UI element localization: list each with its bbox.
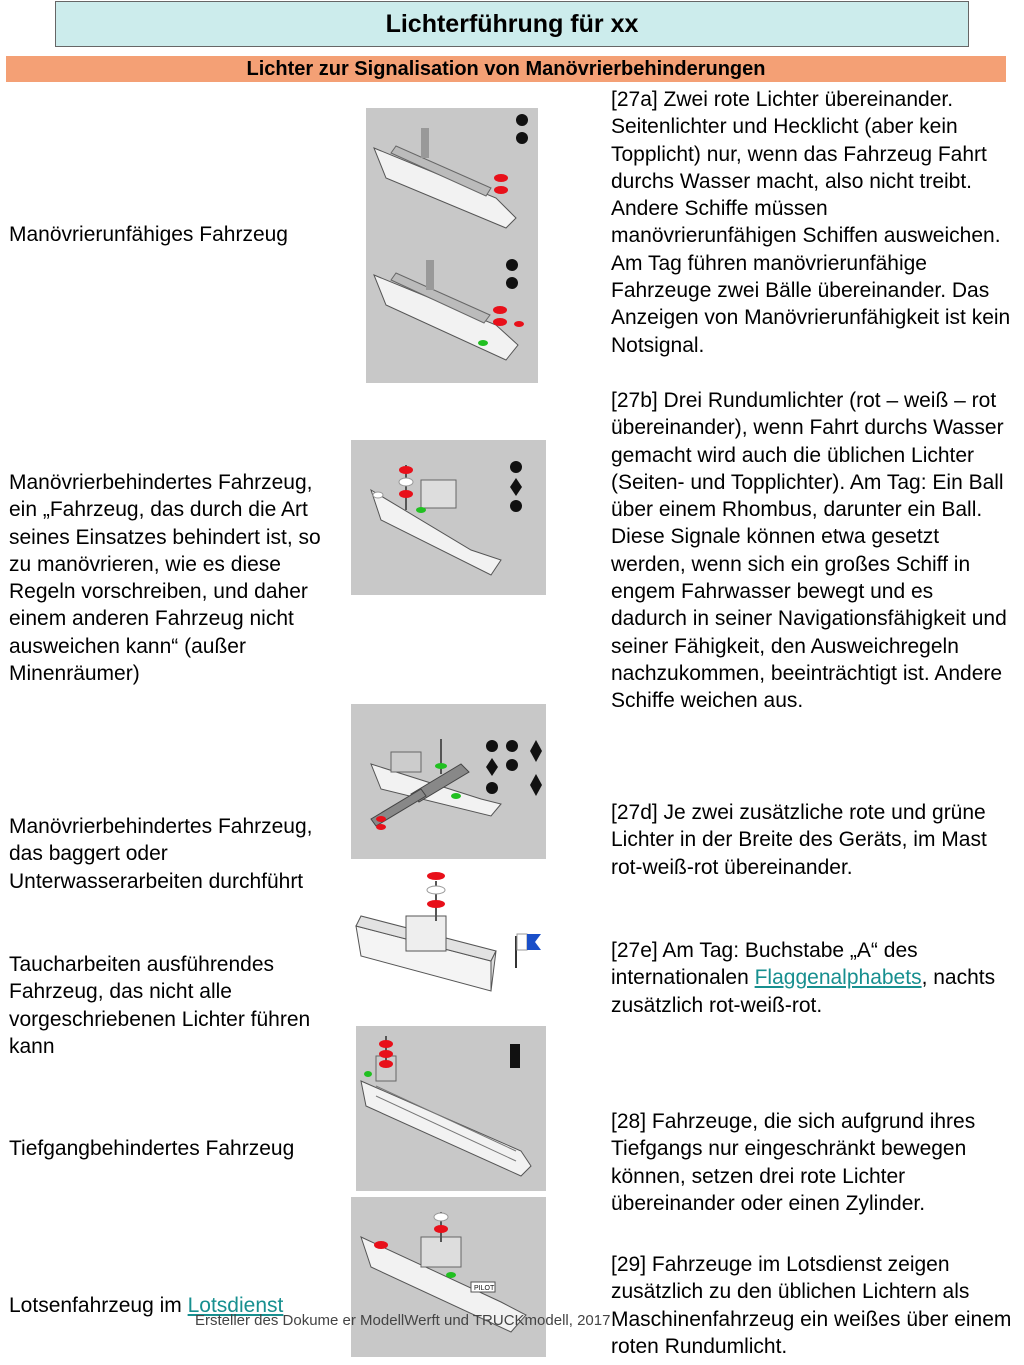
svg-text:PILOT: PILOT: [474, 1285, 495, 1292]
day-shape-ball: [506, 759, 518, 771]
label-tiefgang: Tiefgangbehindertes Fahrzeug: [9, 1137, 295, 1160]
pilot-boat-picture: [351, 1197, 546, 1357]
red-light: [427, 900, 445, 908]
day-shape-diamond: [530, 774, 542, 796]
desc-taucharbeiten: [611, 937, 1013, 1019]
day-shape-diamond: [486, 758, 498, 776]
red-light: [376, 824, 386, 830]
red-light: [376, 816, 386, 822]
red-light: [434, 1225, 448, 1233]
flag-a-icon: [517, 934, 527, 950]
white-light: [399, 478, 413, 486]
red-light: [493, 318, 507, 326]
desc-tiefgang: [28] Fahrzeuge, die sich aufgrund ihres Tiefgangs nur eingeschränkt bewegen können, setzen drei rote Lichter übereinander oder einen Zylinder.: [611, 1110, 976, 1215]
red-light: [374, 1241, 388, 1249]
red-light: [514, 321, 524, 327]
day-shape-ball: [506, 740, 518, 752]
day-shape-diamond: [510, 478, 522, 496]
diving-vessel-picture: [351, 866, 546, 1021]
page-title: Lichterführung für xx: [55, 1, 969, 47]
ship-picture-day: [366, 108, 538, 245]
green-light: [416, 507, 426, 513]
white-light: [427, 886, 445, 894]
day-shape-ball: [516, 114, 528, 126]
red-light: [494, 186, 508, 194]
tanker-picture: [356, 1026, 546, 1191]
red-light: [399, 466, 413, 474]
red-light: [399, 490, 413, 498]
white-light: [373, 492, 383, 498]
desc-manoevrierbehindert: [27b] Drei Rundumlichter (rot – weiß – rot übereinander), wenn Fahrt durchs Wasser gemacht wird auch die üblichen Lichter (Seiten- und Topplichter). Am Tag: Ein Ball über einem Rhombus, darunter ein Ball. Diese Signale können etwa gesetzt werden, wenn sich ein großes Schiff in engem Fahrwasser bewegt und es dadurch in seiner Navigationsfähigkeit und seiner Fähigkeit, den Ausweichregeln nachzukommen, beeinträchtigt ist. Andere Schiffe weichen aus.: [611, 389, 1007, 713]
dredger-picture: [351, 704, 546, 859]
label-manoevrierbehindert: Manövrierbehindertes Fahrzeug, ein „Fahrzeug, das durch die Art seines Einsatzes behindert ist, so zu manövrieren, wie es diese Regeln vorschreiben, und daher einem anderen Fahrzeug nicht ausweichen kann“ (außer Minenräumer): [9, 471, 321, 686]
white-light: [434, 1213, 448, 1221]
red-light: [379, 1050, 393, 1058]
day-shape-ball: [510, 461, 522, 473]
section-subtitle: Lichter zur Signalisation von Manövrierbehinderungen: [6, 56, 1006, 82]
day-shape-ball: [510, 500, 522, 512]
flaggenalphabet-link[interactable]: Flaggenalphabets: [754, 966, 922, 990]
day-shape-ball: [486, 740, 498, 752]
desc-lotsen: [29] Fahrzeuge im Lotsdienst zeigen zusätzlich zu den üblichen Lichtern als Maschinenfahrzeug ein weißes über einem roten Rundumlicht.: [611, 1253, 1012, 1358]
day-shape-ball: [506, 259, 518, 271]
desc-manoevrierunfaehig: [27a] Zwei rote Lichter übereinander. Seitenlichter und Hecklicht (aber kein Topplicht) nur, wenn das Fahrzeug Fahrt durchs Wasser macht, also nicht treibt. Andere Schiffe müssen manövrierunfähigen Schiffen ausweichen. Am Tag führen manövrierunfähige Fahrzeuge zwei Bälle übereinander. Das Anzeigen von Manövrierunfähigkeit ist kein Notsignal.: [611, 88, 1011, 357]
day-shape-cylinder: [510, 1044, 520, 1068]
label-taucharbeiten: Taucharbeiten ausführendes Fahrzeug, das nicht alle vorgeschriebenen Lichter führen kann: [9, 953, 311, 1058]
red-light: [379, 1040, 393, 1048]
ship-picture-night: [366, 245, 538, 383]
lotsdienst-link[interactable]: Lotsdienst: [187, 1294, 284, 1317]
day-shape-ball: [486, 782, 498, 794]
green-light: [364, 1071, 372, 1077]
desc-text: , nachts zusätzlich rot-weiß-rot.: [611, 966, 996, 1017]
red-light: [427, 872, 445, 880]
day-shape-ball: [516, 132, 528, 144]
label-text: Lotsenfahrzeug im: [9, 1294, 188, 1317]
green-light: [451, 793, 461, 799]
red-light: [379, 1060, 393, 1068]
red-light: [494, 174, 508, 182]
ship-picture-restricted: [351, 440, 546, 595]
green-light: [478, 340, 488, 346]
day-shape-diamond: [530, 740, 542, 762]
footer-credit: Ersteller des Dokume er ModellWerft und TRUCKmodell, 2017: [195, 1312, 611, 1329]
label-manoevrierunfaehig: Manövrierunfähiges Fahrzeug: [9, 223, 288, 246]
green-light: [435, 763, 447, 769]
green-light: [446, 1272, 456, 1278]
day-shape-ball: [506, 277, 518, 289]
label-baggert: Manövrierbehindertes Fahrzeug, das baggert oder Unterwasserarbeiten durchführt: [9, 815, 313, 893]
desc-baggert: [27d] Je zwei zusätzliche rote und grüne Lichter in der Breite des Geräts, im Mast rot-weiß-rot übereinander.: [611, 801, 987, 879]
desc-text: [27e] Am Tag: Buchstabe „A“ des internationalen: [611, 939, 918, 990]
red-light: [493, 306, 507, 314]
